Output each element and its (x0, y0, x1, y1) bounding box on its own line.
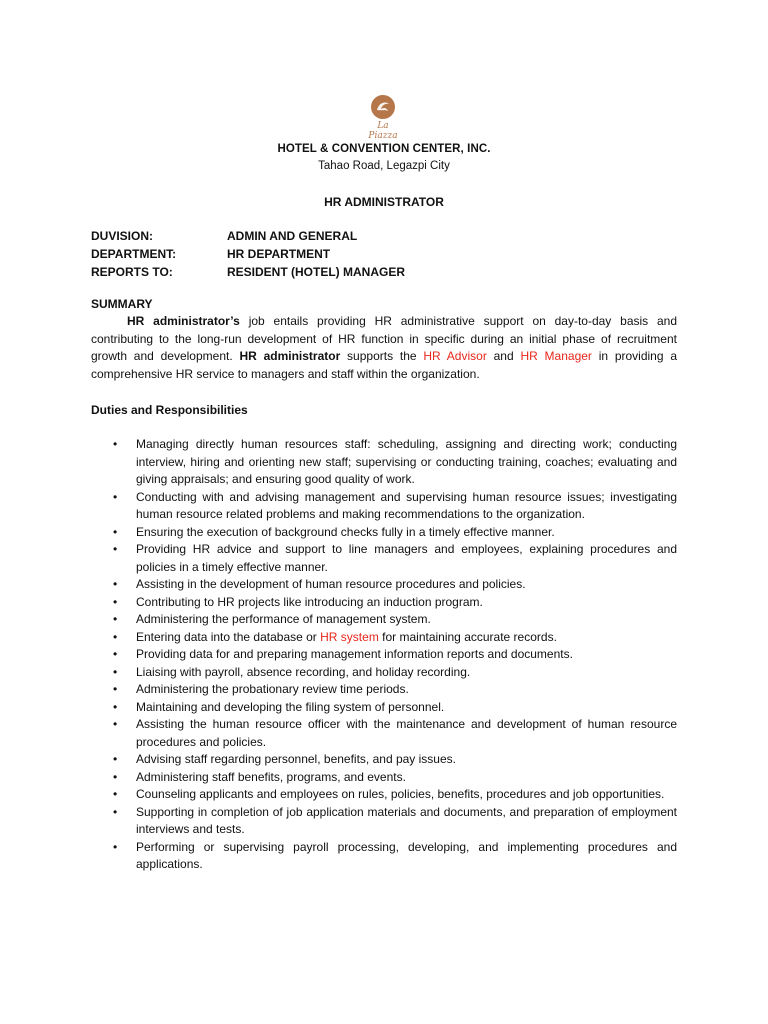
hr-manager-link[interactable]: HR Manager (520, 349, 592, 363)
meta-value: HR DEPARTMENT (227, 247, 331, 261)
la-piazza-logo (366, 94, 400, 141)
hr-advisor-link[interactable]: HR Advisor (423, 349, 487, 363)
meta-key: REPORTS TO: (91, 265, 173, 279)
list-item: • Maintaining and developing the filing system of personnel. (91, 699, 677, 717)
job-meta (91, 227, 405, 281)
list-item: • Conducting with and advising management and supervising human resource issues; investigating human resource related problems and making recommendations to the organization. (91, 489, 677, 524)
meta-row-reports-to (91, 263, 405, 281)
meta-key: DEPARTMENT: (91, 247, 177, 261)
list-item: • Providing HR advice and support to line managers and employees, explaining procedures and policies in a timely effective manner. (91, 541, 677, 576)
meta-row-department (91, 245, 405, 263)
list-item: • Providing data for and preparing management information reports and documents. (91, 646, 677, 664)
duty-text: for maintaining accurate records. (378, 629, 557, 644)
list-item: • Performing or supervising payroll processing, developing, and implementing procedures and applications. (91, 839, 677, 874)
logo-emblem-icon (366, 94, 400, 122)
duties-list (91, 436, 677, 874)
summary-text: in providing a comprehensive HR service to managers and staff within the organization. (91, 349, 677, 381)
list-item: • Advising staff regarding personnel, benefits, and pay issues. (91, 751, 677, 769)
list-item: • Liaising with payroll, absence recording, and holiday recording. (91, 664, 677, 682)
list-item: • Supporting in completion of job application materials and documents, and preparation of employment interviews and tests. (91, 804, 677, 839)
list-item: • Managing directly human resources staff: scheduling, assigning and directing work; conducting interview, hiring and orienting new staff; supervising or conducting training, coaches; evaluating and giving appraisals; and ensuring good quality of work. (91, 436, 677, 489)
job-title: HR ADMINISTRATOR (324, 195, 444, 209)
list-item: • Administering the probationary review time periods. (91, 681, 677, 699)
list-item: • Administering the performance of management system. (91, 611, 677, 629)
summary-text: job entails providing HR administrative support on day-to-day basis and contributing to the long-run development of HR function in specific during an initial phase of recruitment growth and development. (91, 314, 678, 363)
summary-heading: SUMMARY (91, 297, 153, 311)
meta-value: RESIDENT (HOTEL) MANAGER (227, 265, 405, 279)
list-item: • Assisting the human resource officer with the maintenance and development of human resource procedures and policies. (91, 716, 677, 751)
list-item (91, 629, 677, 647)
meta-key: DUVISION: (91, 229, 154, 243)
duties-heading: Duties and Responsibilities (91, 403, 248, 417)
summary-text: supports the (340, 349, 424, 363)
company-address: Tahao Road, Legazpi City (318, 160, 450, 172)
duty-text: Entering data into the database or (136, 629, 321, 644)
summary-paragraph (91, 313, 677, 383)
company-name: HOTEL & CONVENTION CENTER, INC. (277, 143, 491, 155)
list-item: • Assisting in the development of human resource procedures and policies. (91, 576, 677, 594)
meta-row-division (91, 227, 405, 245)
summary-bold-role: HR administrator’s (127, 314, 240, 328)
list-item: • Ensuring the execution of background checks fully in a timely effective manner. (91, 524, 677, 542)
summary-text: and (486, 349, 521, 363)
meta-value: ADMIN AND GENERAL (227, 229, 358, 243)
hr-system-link[interactable]: HR system (320, 629, 379, 644)
list-item: • Counseling applicants and employees on rules, policies, benefits, procedures and job opportunities. (91, 786, 677, 804)
list-item: • Contributing to HR projects like introducing an induction program. (91, 594, 677, 612)
logo-script-text: La Piazza (368, 121, 398, 141)
list-item: • Administering staff benefits, programs, and events. (91, 769, 677, 787)
summary-bold-role: HR administrator (239, 349, 341, 363)
